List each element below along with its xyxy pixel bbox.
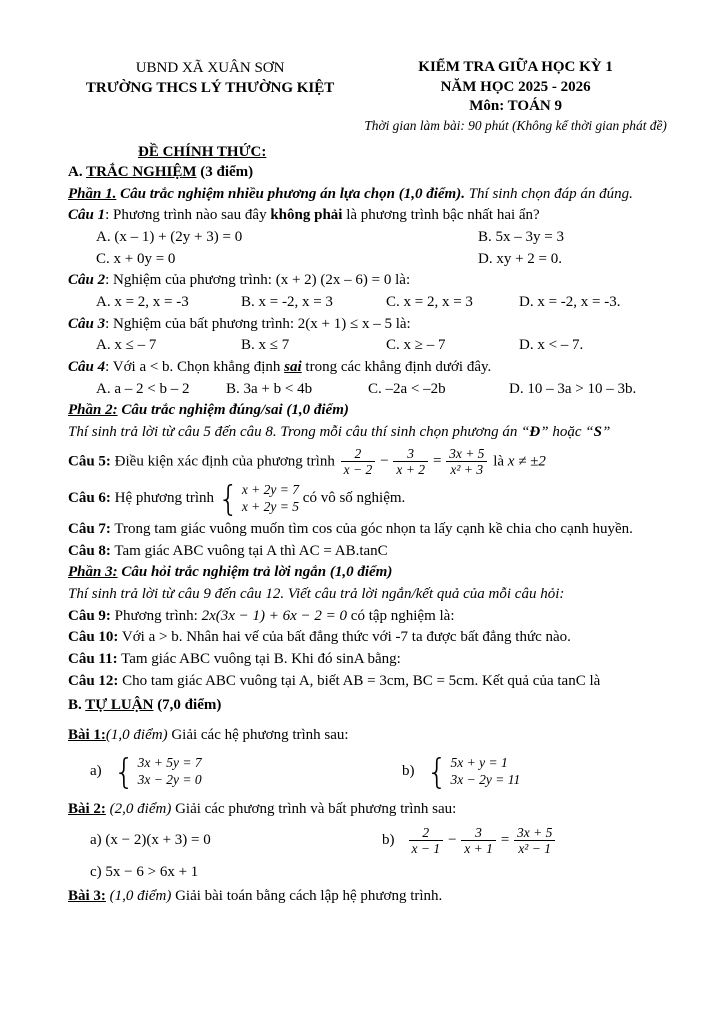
option-c: C. x = 2, x = 3 bbox=[386, 294, 473, 311]
section-a-title bbox=[68, 162, 679, 183]
exercise-2b-label: b) bbox=[382, 832, 395, 849]
document-header bbox=[68, 58, 679, 134]
question-2 bbox=[68, 270, 679, 291]
option-d: D. x = -2, x = -3. bbox=[519, 294, 621, 311]
official-exam-label: ĐỀ CHÍNH THỨC: bbox=[138, 143, 267, 160]
system-brace: { bbox=[217, 477, 239, 519]
system-brace: { bbox=[426, 750, 448, 792]
system-equation-2: 3x − 2y = 0 bbox=[137, 772, 202, 788]
question-6 bbox=[68, 477, 679, 519]
question-5-label: Câu 5: bbox=[68, 453, 111, 470]
fraction-2 bbox=[391, 446, 430, 478]
question-2-text: : Nghiệm của phương trình: (x + 2) (2x – 6) = 0 là: bbox=[105, 272, 411, 289]
exam-info bbox=[352, 58, 679, 134]
fraction-3-denominator: x² − 1 bbox=[514, 840, 555, 857]
fraction-3-numerator: 3x + 5 bbox=[516, 824, 553, 840]
issuing-organization bbox=[68, 58, 352, 98]
exercise-2-text: Giải các phương trình và bất phương trình sau: bbox=[171, 800, 457, 817]
exercise-3-points: (1,0 điểm) bbox=[105, 888, 172, 905]
option-d: D. 10 – 3a > 10 – 3b. bbox=[509, 380, 637, 397]
question-1-text-post: là phương trình bậc nhất hai ẩn? bbox=[342, 207, 540, 224]
exercise-2-row-ab bbox=[68, 825, 679, 857]
option-b: B. x = -2, x = 3 bbox=[241, 294, 333, 311]
question-5-text-pre: Điều kiện xác định của phương trình bbox=[110, 453, 339, 470]
option-a: A. a – 2 < b – 2 bbox=[96, 380, 190, 397]
question-6-text-post: có vô số nghiệm. bbox=[299, 489, 406, 506]
exercise-1b bbox=[402, 750, 521, 792]
system-brace: { bbox=[113, 750, 135, 792]
question-1-label: Câu 1 bbox=[68, 207, 106, 224]
part1-label: Phần 1. bbox=[68, 185, 117, 202]
question-10-text: Với a > b. Nhân hai vế của bất đẳng thức với -7 ta được bất đẳng thức nào. bbox=[118, 629, 571, 646]
fraction-2-denominator: x + 2 bbox=[393, 461, 428, 478]
exercise-1 bbox=[68, 725, 679, 746]
question-3-options bbox=[68, 335, 679, 356]
question-4-label: Câu 4 bbox=[68, 359, 106, 376]
exercise-1b-label: b) bbox=[402, 762, 415, 779]
equation-system bbox=[217, 477, 300, 519]
fraction-3-denominator: x² + 3 bbox=[446, 461, 487, 478]
system-equation-2: x + 2y = 5 bbox=[241, 499, 300, 515]
part1-note: Thí sinh chọn đáp án đúng. bbox=[464, 185, 633, 202]
exercise-1-points: (1,0 điểm) bbox=[105, 727, 168, 744]
question-1-emphasis: không phải bbox=[270, 207, 343, 224]
option-a: A. (x – 1) + (2y + 3) = 0 bbox=[96, 228, 243, 245]
part2-title: Câu trắc nghiệm đúng/sai (1,0 điểm) bbox=[117, 402, 349, 419]
question-4-text-post: trong các khẳng định dưới đây. bbox=[301, 359, 492, 376]
question-1-text-pre: : Phương trình nào sau đây bbox=[105, 207, 271, 224]
question-9 bbox=[68, 606, 679, 627]
question-8 bbox=[68, 541, 679, 562]
equation-system bbox=[426, 750, 521, 792]
part3-heading bbox=[68, 562, 679, 583]
question-7-label: Câu 7: bbox=[68, 520, 111, 537]
section-a-points: (3 điểm) bbox=[196, 163, 254, 180]
fraction-3-numerator: 3x + 5 bbox=[449, 445, 485, 461]
fraction-1-denominator: x − 1 bbox=[409, 840, 444, 857]
exercise-3-label: Bài 3: bbox=[68, 888, 106, 905]
exercise-2-points: (2,0 điểm) bbox=[105, 800, 172, 817]
question-1 bbox=[68, 205, 679, 226]
question-4 bbox=[68, 357, 679, 378]
part2-note-post: ” bbox=[601, 424, 611, 441]
exercise-2a bbox=[90, 832, 382, 849]
question-7 bbox=[68, 519, 679, 540]
option-c: C. x + 0y = 0 bbox=[96, 250, 176, 267]
part3-title: Câu hỏi trắc nghiệm trả lời ngắn (1,0 điểm) bbox=[117, 564, 393, 581]
exercise-2a-equation: (x − 2)(x + 3) = 0 bbox=[101, 832, 211, 849]
part2-note bbox=[68, 422, 679, 443]
question-5 bbox=[68, 446, 679, 478]
question-2-label: Câu 2 bbox=[68, 272, 106, 289]
part1-title: Câu trắc nghiệm nhiều phương án lựa chọn (1,0 điểm). bbox=[116, 185, 465, 202]
question-11 bbox=[68, 649, 679, 670]
minus-operator: − bbox=[379, 453, 390, 470]
question-11-text: Tam giác ABC vuông tại B. Khi đó sinA bằng: bbox=[117, 651, 401, 668]
section-a-name: TRẮC NGHIỆM bbox=[86, 163, 197, 180]
question-4-text-pre: : Với a < b. Chọn khẳng định bbox=[105, 359, 285, 376]
fraction-2-denominator: x + 1 bbox=[461, 840, 496, 857]
exercise-2-label: Bài 2: bbox=[68, 800, 106, 817]
part1-heading bbox=[68, 184, 679, 205]
option-a: A. x = 2, x = -3 bbox=[96, 294, 189, 311]
system-equation-1: 3x + 5y = 7 bbox=[137, 754, 202, 770]
question-5-condition: x ≠ ±2 bbox=[507, 453, 546, 470]
question-5-text-mid: là bbox=[489, 453, 508, 470]
question-9-equation: 2x(3x − 1) + 6x − 2 = 0 bbox=[201, 607, 348, 624]
section-b-name: TỰ LUẬN bbox=[85, 697, 154, 714]
exam-title: KIỂM TRA GIỮA HỌC KỲ 1 bbox=[418, 59, 613, 75]
question-8-text: Tam giác ABC vuông tại A thì AC = AB.tanC bbox=[110, 542, 388, 559]
question-10 bbox=[68, 627, 679, 648]
exercise-1-systems bbox=[68, 750, 679, 792]
fraction-3 bbox=[444, 446, 489, 478]
org-line1: UBND XÃ XUÂN SƠN bbox=[135, 60, 285, 76]
part2-note-pre: Thí sinh trả lời từ câu 5 đến câu 8. Trong mỗi câu thí sinh chọn phương án “ bbox=[68, 424, 530, 441]
option-c: C. x ≥ – 7 bbox=[386, 337, 446, 354]
question-6-label: Câu 6: bbox=[68, 489, 111, 506]
question-3-label: Câu 3 bbox=[68, 315, 106, 332]
part2-note-option-s: S bbox=[593, 424, 602, 441]
exercise-2c-label: c) bbox=[90, 863, 102, 880]
question-9-text-pre: Phương trình: bbox=[110, 607, 202, 624]
exercise-1a-label: a) bbox=[90, 762, 102, 779]
option-c: C. –2a < –2b bbox=[368, 380, 446, 397]
part3-label: Phần 3: bbox=[68, 564, 118, 581]
question-12 bbox=[68, 671, 679, 692]
question-3 bbox=[68, 314, 679, 335]
system-equation-2: 3x − 2y = 11 bbox=[450, 772, 521, 788]
org-line2: TRƯỜNG THCS LÝ THƯỜNG KIỆT bbox=[85, 79, 335, 96]
fraction-2-numerator: 3 bbox=[407, 445, 415, 461]
part2-heading bbox=[68, 400, 679, 421]
system-equation-1: x + 2y = 7 bbox=[241, 481, 300, 497]
exercise-2 bbox=[68, 799, 679, 820]
equals-operator: = bbox=[431, 453, 443, 470]
equals-operator: = bbox=[499, 832, 510, 849]
question-11-label: Câu 11: bbox=[68, 651, 118, 668]
minus-operator: − bbox=[447, 832, 458, 849]
school-year: NĂM HỌC 2025 - 2026 bbox=[440, 78, 591, 95]
section-b-prefix: B. bbox=[68, 697, 86, 714]
question-9-label: Câu 9: bbox=[68, 607, 111, 624]
part2-label: Phần 2: bbox=[68, 402, 118, 419]
exercise-3-text: Giải bài toán bằng cách lập hệ phương trình. bbox=[171, 888, 443, 905]
question-6-text-pre: Hệ phương trình bbox=[110, 489, 218, 506]
question-12-label: Câu 12: bbox=[68, 672, 119, 689]
exercise-2c bbox=[68, 862, 679, 883]
exercise-3 bbox=[68, 886, 679, 907]
option-d: D. xy + 2 = 0. bbox=[478, 250, 563, 267]
part2-note-mid: ” hoặc “ bbox=[540, 424, 594, 441]
exercise-2c-equation: 5x − 6 > 6x + 1 bbox=[101, 863, 199, 880]
question-9-text-post: có tập nghiệm là: bbox=[347, 607, 455, 624]
part3-note: Thí sinh trả lời từ câu 9 đến câu 12. Viết câu trả lời ngắn/kết quả của mỗi câu hỏi: bbox=[68, 586, 565, 603]
fraction-1-numerator: 2 bbox=[354, 445, 362, 461]
fraction-1 bbox=[407, 825, 446, 857]
section-a-prefix: A. bbox=[68, 163, 87, 180]
system-equations bbox=[135, 754, 202, 789]
system-equations bbox=[448, 754, 521, 789]
question-3-text: : Nghiệm của bất phương trình: 2(x + 1) ≤ x – 5 là: bbox=[105, 315, 411, 332]
option-d: D. x < – 7. bbox=[519, 337, 584, 354]
system-equation-1: 5x + y = 1 bbox=[450, 754, 508, 770]
section-b-points: (7,0 điểm) bbox=[153, 697, 222, 714]
question-4-options bbox=[68, 379, 679, 400]
fraction-3 bbox=[512, 825, 557, 857]
question-2-options bbox=[68, 292, 679, 313]
question-4-emphasis: sai bbox=[284, 359, 302, 376]
exercise-1a bbox=[90, 750, 402, 792]
fraction-2-numerator: 3 bbox=[475, 824, 482, 840]
system-equations bbox=[239, 481, 299, 516]
equation-system bbox=[113, 750, 202, 792]
exercise-2a-label: a) bbox=[90, 832, 102, 849]
option-b: B. 5x – 3y = 3 bbox=[478, 228, 564, 245]
fraction-2 bbox=[459, 825, 498, 857]
exercise-1-text: Giải các hệ phương trình sau: bbox=[167, 727, 349, 744]
duration-line: Thời gian làm bài: 90 phút (Không kể thời gian phát đề) bbox=[364, 117, 667, 133]
subject-line: Môn: TOÁN 9 bbox=[469, 98, 562, 114]
option-b: B. 3a + b < 4b bbox=[226, 380, 313, 397]
option-b: B. x ≤ 7 bbox=[241, 337, 290, 354]
fraction-1-denominator: x − 2 bbox=[341, 461, 376, 478]
fraction-1-numerator: 2 bbox=[422, 824, 430, 840]
option-a: A. x ≤ – 7 bbox=[96, 337, 157, 354]
question-12-text: Cho tam giác ABC vuông tại A, biết AB = 3cm, BC = 5cm. Kết quả của tanC là bbox=[118, 672, 601, 689]
section-b-title bbox=[68, 695, 679, 716]
exercise-2b bbox=[382, 825, 557, 857]
question-10-label: Câu 10: bbox=[68, 629, 119, 646]
fraction-1 bbox=[339, 446, 378, 478]
question-1-options-row-2 bbox=[68, 249, 679, 270]
exercise-1-label: Bài 1: bbox=[68, 727, 106, 744]
part2-note-option-d: Đ bbox=[529, 424, 541, 441]
question-7-text: Trong tam giác vuông muốn tìm cos của góc nhọn ta lấy cạnh kề chia cho cạnh huyền. bbox=[110, 520, 633, 537]
question-8-label: Câu 8: bbox=[68, 542, 111, 559]
question-1-options-row-1 bbox=[68, 227, 679, 248]
